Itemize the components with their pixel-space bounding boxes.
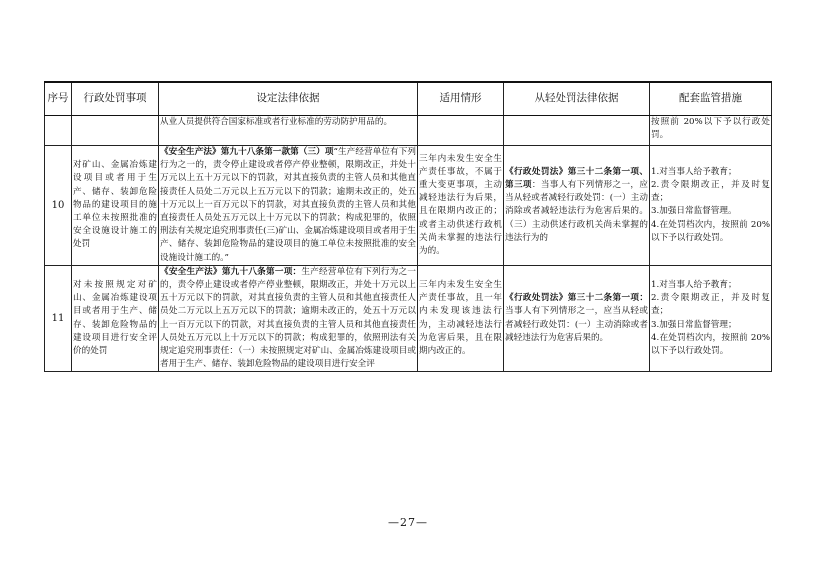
lenient-basis-text: 当事人有下列情形之一，应当从轻或者减轻行政处罚：(一）主动消除或者减轻违法行为危害后果的。 [505, 306, 648, 343]
legal-basis [159, 146, 418, 266]
measure-item: 3.加强日常监督管理。 [651, 206, 737, 217]
cell-number [45, 116, 72, 146]
penalty-item: 对未按照规定对矿山、金属冶炼建设项目或者用于生产、储存、装卸危险物品的建设项目进行安全评价的处罚 [72, 265, 159, 372]
legal-basis-text: 从业人员提供符合国家标准或者行业标准的劳动防护用品的。 [160, 117, 393, 127]
cell-item [72, 116, 159, 146]
measures-text: 按照前 20%以下予以行政处罚。 [651, 117, 770, 141]
applicable-situation: 三年内未发生安全生产责任事故，且一年内未发现该违法行为，主动减轻违法行为危害后果，且在限期内改正的。 [418, 265, 504, 372]
applicable-situation: 三年内未发生安全生产责任事故，不属于重大变更事项，主动减轻违法行为后果，且在限期内改正的；或者主动供述行政机关尚未掌握的违法行为的。 [418, 146, 504, 266]
legal-basis-text: “生产经营单位有下列行为之一的，责令停止建设或者停产停业整顿，限期改正，并处十万元以上五十万元以下的罚款，对其直接负责的主管人员和其他直接责任人员处二万元以上五万元以下的罚款；逾期未改正的，处五十万元以上一百万元以下的罚款，对其直接负责的主管人员和其他直接责任人员处五万元以上十万元以下的罚款；构成犯罪的，依照刑法有关规定追究刑事责任(三)矿山、金属冶炼建设项目或者用于生产、储存、装卸危险物品的建设项目的施工单位未按照批准的安全设施设计施工的。” [160, 147, 416, 263]
supervision-measures [650, 146, 772, 266]
table-header-row [45, 82, 772, 116]
supervision-measures [650, 265, 772, 372]
header-number: 序号 [45, 82, 72, 116]
measure-item: 3.加强日常监督管理； [651, 319, 737, 330]
header-penalty-item: 行政处罚事项 [72, 82, 159, 116]
table-row-10 [45, 146, 772, 266]
cell-lenient-basis [504, 116, 650, 146]
lenient-basis-heading: 《行政处罚法》第三十二条第一项、第三项 [505, 166, 648, 190]
legal-basis-text: 生产经营单位有下列行为之一的，责令停止建设或者停产停业整顿，限期改正，并处十万元以上五十万元以下的罚款，对其直接负责的主管人员和其他直接责任人员处二万元以上五万元以下的罚款；逾期未改正的，处五十万元以上一百万元以下的罚款，对其直接负责的主管人员和其他直接责任人员处五万元以上十万元以下的罚款；构成犯罪的，依照刑法有关规定追究刑事责任：（一）未按照规定对矿山、金属冶炼建设项目或者用于生产、储存、装卸危险物品的建设项目进行安全评 [160, 266, 416, 370]
lenient-basis-text: ：当事人有下列情形之一，应当从轻或者减轻行政处罚：(一）主动消除或者减轻违法行为危害后果的。（三）主动供述行政机关尚未掌握的违法行为的 [505, 180, 648, 243]
table-row-continued [45, 116, 772, 146]
legal-basis-heading: 《安全生产法》第九十八条第一款第（三）项 [160, 147, 334, 157]
lenient-basis-heading: 《行政处罚法》第三十二条第一项： [505, 293, 648, 304]
penalty-item: 对矿山、金属冶炼建设项目或者用于生产、储存、装卸危险物品的建设项目的施工单位未按照批准的安全设施设计施工的处罚 [72, 146, 159, 266]
header-supervision-measures: 配套监管措施 [650, 82, 772, 116]
cell-situation [418, 116, 504, 146]
measure-item: 2.责令限期改正，并及时复查； [651, 180, 770, 204]
page-number: —27— [388, 516, 428, 529]
cell-measures [650, 116, 772, 146]
header-applicable-situation: 适用情形 [418, 82, 504, 116]
table-row-11 [45, 265, 772, 372]
header-legal-basis: 设定法律依据 [159, 82, 418, 116]
lenient-basis [504, 146, 650, 266]
cell-legal-basis [159, 116, 418, 146]
measure-item: 4.在处罚档次内，按照前 20%以下予以行政处罚。 [651, 219, 770, 243]
measure-item: 4.在处罚档次内，按照前 20%以下予以行政处罚。 [651, 332, 770, 357]
lenient-basis [504, 265, 650, 372]
measure-item: 1.对当事人给予教育； [651, 166, 737, 177]
legal-basis [159, 265, 418, 372]
measure-item: 2.责令限期改正，并及时复查； [651, 293, 770, 317]
row-number: 10 [45, 146, 72, 266]
measure-item: 1.对当事人给予教育； [651, 280, 737, 291]
legal-basis-heading: 《安全生产法》第九十八条第一项： [160, 266, 302, 277]
penalty-table [44, 81, 772, 372]
row-number: 11 [45, 265, 72, 372]
header-lenient-basis: 从轻处罚法律依据 [504, 82, 650, 116]
